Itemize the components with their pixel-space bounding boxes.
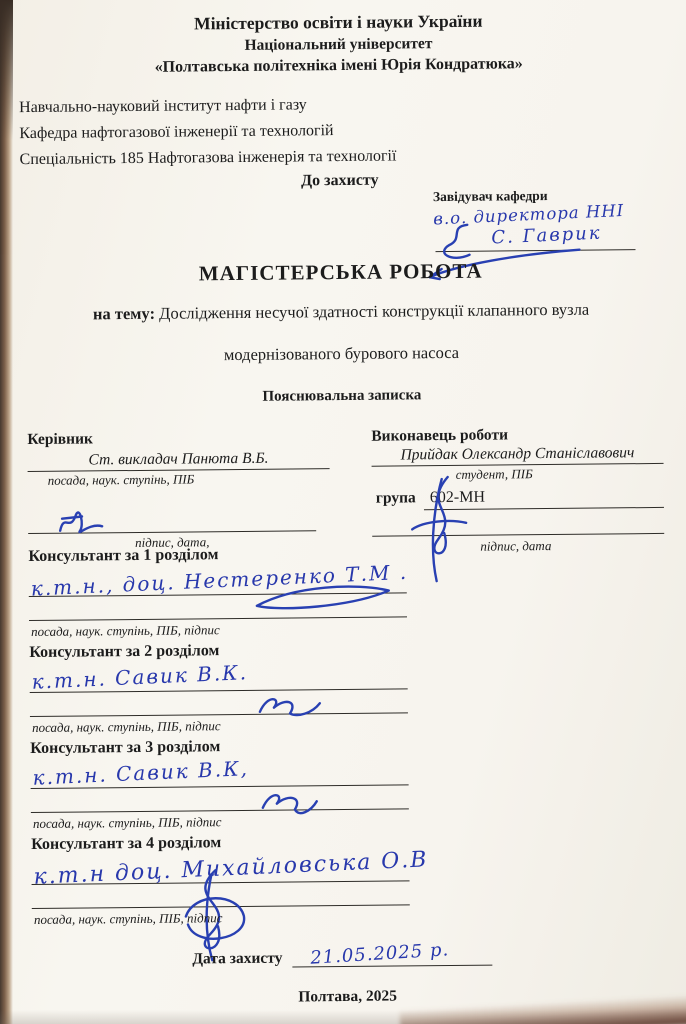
head-handwritten-position: в.о. директора ННІ xyxy=(432,200,625,229)
document-header xyxy=(0,9,682,79)
consultant-3-caption: посада, наук. ступінь, ПІБ, підпис xyxy=(32,814,222,831)
institute-block xyxy=(19,91,397,173)
work-type-title: МАГІСТЕРСЬКА РОБОТА xyxy=(198,258,483,286)
consultant-1-heading: Консультант за 1 розділом xyxy=(28,546,219,566)
supervisor-signature-line xyxy=(28,500,316,534)
consultant-2-handwritten-entry: к.т.н. Савик В.К. xyxy=(31,660,249,694)
explanatory-note-label: Пояснювальна записка xyxy=(262,387,422,405)
to-defense-label: До захисту xyxy=(301,171,379,190)
consultant-2-block xyxy=(29,640,450,740)
executor-block xyxy=(371,425,664,556)
scan-edge-artifact xyxy=(0,0,13,1024)
consultant-4-caption: посада, наук. ступінь, ПІБ, підпис xyxy=(33,910,223,927)
scan-bottom-tint xyxy=(0,1010,686,1024)
university-name-line2: «Полтавська політехніка імені Юрія Кондратюка» xyxy=(154,55,523,76)
group-label: група xyxy=(375,489,416,507)
consultant-1-block xyxy=(28,544,449,644)
consultant-3-heading: Консультант за 3 розділом xyxy=(30,738,221,758)
consultant-4-handwritten-entry: к.т.н доц. Михайловська О.В xyxy=(33,847,429,890)
consultant-2-signature-icon xyxy=(250,689,330,720)
consultant-1-caption: посада, наук. ступінь, ПІБ, підпис xyxy=(31,622,220,639)
topic-text-line2: модернізованого бурового насоса xyxy=(223,342,460,365)
consultant-4-block xyxy=(31,832,452,932)
executor-label: Виконавець роботи xyxy=(371,426,509,445)
defense-date-handwritten: 21.05.2025 р. xyxy=(309,939,450,969)
department-line: Кафедра нафтогазової інженерії та технологій xyxy=(19,122,334,143)
group-value: 602-МН xyxy=(429,488,486,507)
supervisor-caption-signature: підпис, дата, xyxy=(135,534,210,550)
consultant-1-signature-icon xyxy=(247,580,397,615)
supervisor-name: Ст. викладач Панюта В.Б. xyxy=(27,449,329,472)
approval-block xyxy=(433,187,678,247)
supervisor-block xyxy=(27,428,358,552)
consultant-1-line2 xyxy=(29,616,407,621)
ministry-line: Міністерство освіти і науки України xyxy=(194,10,483,34)
executor-caption-student: студент, ПІБ xyxy=(455,466,533,482)
consultant-3-handwritten-entry: к.т.н. Савик В.К, xyxy=(32,756,250,790)
group-line xyxy=(372,485,664,512)
consultant-3-line2 xyxy=(31,808,409,813)
consultant-3-block xyxy=(30,736,451,836)
defense-date-row xyxy=(192,939,492,969)
institute-line: Навчально-науковий інститут нафти і газу xyxy=(19,96,307,117)
consultant-1-handwritten-entry: к.т.н., доц. Нестеренко Т.М . xyxy=(30,559,409,601)
consultant-2-heading: Консультант за 2 розділом xyxy=(29,642,220,662)
specialty-line: Спеціальність 185 Нафтогазова інженерія та технології xyxy=(19,147,397,169)
supervisor-label: Керівник xyxy=(27,430,93,449)
consultant-2-line2 xyxy=(30,712,408,717)
consultant-2-caption: посада, наук. ступінь, ПІБ, підпис xyxy=(31,718,221,735)
consultant-4-heading: Консультант за 4 розділом xyxy=(31,834,222,854)
city-year-line: Полтава, 2025 xyxy=(298,987,398,1006)
executor-caption-signature: підпис, дата xyxy=(480,538,552,554)
university-name-line1: Національний університет xyxy=(244,35,433,54)
supervisor-signature-icon xyxy=(52,504,108,539)
executor-name: Прийдак Олександр Станіславович xyxy=(371,444,663,467)
defense-date-label: Дата захисту xyxy=(192,949,283,968)
head-handwritten-name: С. Гаврик xyxy=(490,222,602,249)
consultant-3-signature-icon xyxy=(253,783,333,820)
topic-text-line1: Дослідження несучої здатності конструкції клапанного вузла xyxy=(159,299,590,323)
topic-line1 xyxy=(0,299,684,326)
defense-date-line xyxy=(292,939,492,969)
topic-label: на тему: xyxy=(92,303,156,324)
department-head-label: Завідувач кафедри xyxy=(432,188,548,205)
supervisor-caption-position: посада, наук. ступінь, ПІБ xyxy=(47,471,195,488)
